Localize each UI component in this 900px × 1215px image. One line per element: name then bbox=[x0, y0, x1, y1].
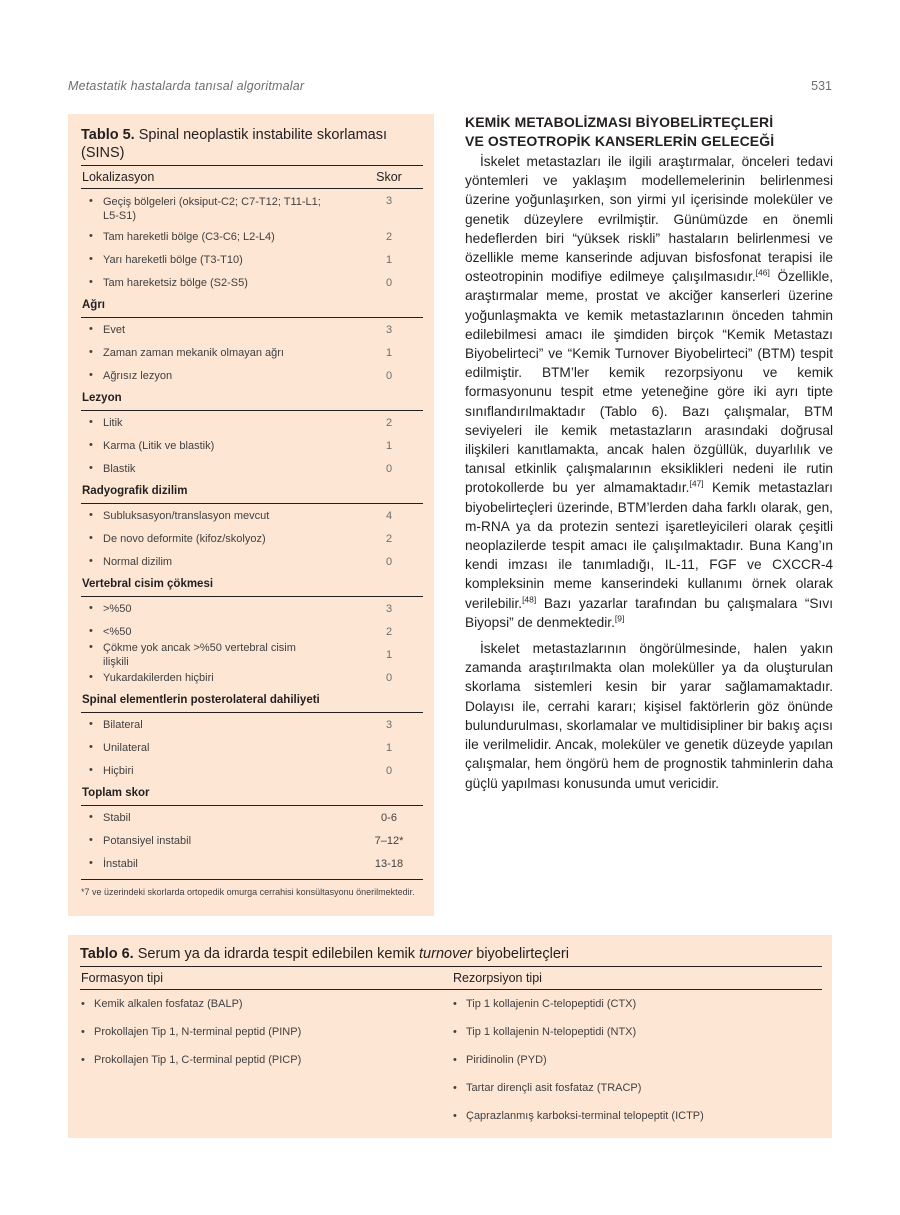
table-row bbox=[81, 504, 423, 527]
row-score: 1 bbox=[385, 648, 393, 661]
table-row bbox=[81, 341, 423, 364]
resorption-item bbox=[452, 1046, 704, 1074]
bullet-icon: • bbox=[89, 415, 93, 428]
table-row bbox=[81, 713, 423, 736]
table-row bbox=[81, 640, 423, 668]
bullet-icon: • bbox=[89, 601, 93, 614]
resorption-item bbox=[452, 1074, 704, 1102]
row-score: 3 bbox=[385, 718, 393, 731]
row-score: 13-18 bbox=[374, 857, 404, 870]
table-row bbox=[81, 736, 423, 759]
row-label bbox=[81, 462, 135, 476]
row-label bbox=[81, 671, 214, 685]
bullet-icon: • bbox=[89, 763, 93, 776]
bullet-icon: • bbox=[89, 508, 93, 521]
row-score: 2 bbox=[385, 416, 393, 429]
table-5-title: Spinal neoplastik instabilite skorlaması (SINS) bbox=[81, 127, 387, 161]
row-label-text: De novo deformite (kifoz/skolyoz) bbox=[103, 532, 266, 545]
row-score: 0 bbox=[385, 276, 393, 289]
row-label bbox=[81, 532, 266, 546]
bullet-icon: • bbox=[89, 624, 93, 637]
row-score: 1 bbox=[385, 253, 393, 266]
table-6-header-row bbox=[80, 966, 822, 990]
bullet-icon: • bbox=[453, 1026, 457, 1038]
row-label bbox=[81, 195, 323, 223]
formation-item-text: Kemik alkalen fosfataz (BALP) bbox=[94, 998, 243, 1010]
table-row bbox=[81, 411, 423, 434]
table-section-heading: Lezyon bbox=[81, 387, 423, 411]
row-score: 1 bbox=[385, 439, 393, 452]
row-score: 1 bbox=[385, 346, 393, 359]
formation-item bbox=[80, 1046, 452, 1074]
row-label-text: Yarı hareketli bölge (T3-T10) bbox=[103, 253, 243, 266]
citation-46[interactable]: [46] bbox=[755, 267, 770, 278]
row-label-text: Blastik bbox=[103, 462, 136, 475]
bullet-icon: • bbox=[81, 998, 85, 1010]
row-label bbox=[81, 641, 323, 669]
row-score: 0 bbox=[385, 555, 393, 568]
row-score: 3 bbox=[385, 323, 393, 336]
row-label bbox=[81, 741, 149, 755]
bullet-icon: • bbox=[89, 229, 93, 242]
row-score: 7–12* bbox=[374, 834, 404, 847]
row-score: 3 bbox=[385, 602, 393, 615]
resorption-item-text: Tartar dirençli asit fosfataz (TRACP) bbox=[466, 1082, 642, 1094]
table-row bbox=[81, 189, 423, 225]
table-5-body bbox=[81, 189, 423, 875]
bullet-icon: • bbox=[89, 640, 93, 653]
row-score: 0 bbox=[385, 764, 393, 777]
row-label bbox=[81, 811, 131, 825]
bullet-icon: • bbox=[453, 1110, 457, 1122]
bullet-icon: • bbox=[89, 740, 93, 753]
bullet-icon: • bbox=[453, 1082, 457, 1094]
page-number: 531 bbox=[811, 79, 832, 93]
paragraph-1-text-a: İskelet metastazları ile ilgili araştırmalar, önceleri tedavi yöntemleri ve yaklaşım modellemelerinin belirlenmesi üzerine yoğunlaşırken, son yirmi yıl içerisinde moleküler ve genetik düzeylere evrilmiştir. Günümüzde en önemli hedeflerden biri “yüksek riskli” hastaların belirlenmesi ve özellikle meme kanserinde adjuvan bisfosfonat terapisi ile osteotropinin modifiye edilmeye çalışılmasıdır. bbox=[465, 154, 833, 285]
article-body bbox=[465, 152, 833, 800]
row-label bbox=[81, 555, 172, 569]
bullet-icon: • bbox=[89, 322, 93, 335]
bullet-icon: • bbox=[81, 1054, 85, 1066]
row-label-text: Normal dizilim bbox=[103, 555, 173, 568]
row-score: 4 bbox=[385, 509, 393, 522]
table-5-footnote: *7 ve üzerindeki skorlarda ortopedik omurga cerrahisi konsültasyonu önerilmektedir. bbox=[81, 879, 423, 898]
table-5-caption bbox=[81, 126, 423, 162]
row-label-text: Subluksasyon/translasyon mevcut bbox=[103, 509, 270, 522]
row-label-text: Unilateral bbox=[103, 741, 150, 754]
row-score: 0 bbox=[385, 369, 393, 382]
column-header-skor: Skor bbox=[376, 170, 402, 184]
row-score: 0-6 bbox=[381, 811, 397, 824]
column-header-lokalizasyon: Lokalizasyon bbox=[82, 170, 155, 184]
bullet-icon: • bbox=[89, 438, 93, 451]
table-row bbox=[81, 597, 423, 620]
table-row bbox=[81, 318, 423, 341]
row-label bbox=[81, 276, 248, 290]
table-row bbox=[81, 666, 423, 689]
row-label bbox=[81, 834, 191, 848]
column-header-formasyon: Formasyon tipi bbox=[81, 971, 163, 985]
table-row bbox=[81, 434, 423, 457]
row-score: 2 bbox=[385, 625, 393, 638]
bullet-icon: • bbox=[453, 998, 457, 1010]
paragraph-2: İskelet metastazlarının öngörülmesinde, halen yakın zamanda araştırılmakta olan moleküller ya da oluşturulan skorlama sistemleri kesin bir yarar sağlamamaktadır. Dolayısı ile, cerrahi kararı; kişisel faktörlerin göz önünde bulundurulması, skorlamalar ve multidisipliner bir bakış açısı ile verilmelidir. Ancak, moleküler ve genetik düzeyde yapılan çalışmalar, hem öngörü hem de prognostik tahminlerin daha güçlü yapılması konusunda umut vericidir. bbox=[465, 641, 833, 791]
bullet-icon: • bbox=[89, 195, 93, 207]
bullet-icon: • bbox=[89, 252, 93, 265]
row-label bbox=[81, 253, 243, 267]
row-label-text: Litik bbox=[103, 416, 123, 429]
paragraph-1-text-b: Özellikle, araştırmalar meme, prostat ve akciğer kanserleri üzerine yoğunlaşmakta ve kemik metastazlarının önceden tahmin edilebilmesi amacı ile şimdiden birçok “Kemik Metastazı Biyobelirteci” ve “Kemik Turnover Biyobelirteci” (BTM) tespit edilmiştir. BTM’ler kemik rezorpsiyonu ve kemik formasyonunu tespit etme yeteneğine göre iki ayrı tipte sınıflandırılmaktadır (Tablo 6). Bazı çalışmalar, BTM seviyeleri ile kemik metastazların arasındaki doğrusal ilişkileri kanıtlamakta, ancak halen özgüllük, duyarlılık ve tanısal etkinlik çalışmalarının eksiklikleri nedeni ile rutin protokollerde bu yer almamaktadır. bbox=[465, 269, 834, 496]
formation-item bbox=[80, 1018, 452, 1046]
resorption-item-text: Tip 1 kollajenin C-telopeptidi (CTX) bbox=[466, 998, 637, 1010]
bullet-icon: • bbox=[89, 345, 93, 358]
table-row bbox=[81, 852, 423, 875]
table-6 bbox=[68, 935, 832, 1138]
row-label bbox=[81, 718, 143, 732]
table-row bbox=[81, 527, 423, 550]
formation-item-text: Prokollajen Tip 1, N-terminal peptid (PINP) bbox=[94, 1026, 302, 1038]
table-row bbox=[81, 806, 423, 829]
bullet-icon: • bbox=[89, 810, 93, 823]
row-score: 3 bbox=[385, 195, 393, 207]
bullet-icon: • bbox=[81, 1026, 85, 1038]
bullet-icon: • bbox=[453, 1054, 457, 1066]
bullet-icon: • bbox=[89, 554, 93, 567]
row-label-text: Karma (Litik ve blastik) bbox=[103, 439, 215, 452]
row-label-text: Bilateral bbox=[103, 718, 143, 731]
table-row bbox=[81, 457, 423, 480]
row-score: 1 bbox=[385, 741, 393, 754]
table-6-title-end: biyobelirteçleri bbox=[472, 946, 569, 962]
row-label bbox=[81, 346, 284, 360]
section-heading-line-2: VE OSTEOTROPİK KANSERLERİN GELECEĞİ bbox=[465, 133, 775, 149]
table-5-header-row bbox=[81, 165, 423, 189]
table-6-body bbox=[80, 990, 822, 1130]
row-label bbox=[81, 857, 138, 871]
citation-9[interactable]: [9] bbox=[614, 613, 625, 624]
row-label bbox=[81, 323, 125, 337]
table-6-title-start: Serum ya da idrarda tespit edilebilen kemik bbox=[137, 946, 420, 962]
row-label-text: Potansiyel instabil bbox=[103, 834, 192, 847]
bullet-icon: • bbox=[89, 833, 93, 846]
table-row bbox=[81, 248, 423, 271]
table-5-label: Tablo 5. bbox=[81, 127, 135, 143]
formation-item bbox=[80, 990, 452, 1018]
row-label-text: İnstabil bbox=[103, 857, 138, 870]
table-section-heading: Toplam skor bbox=[81, 782, 423, 806]
row-label bbox=[81, 416, 123, 430]
bullet-icon: • bbox=[89, 670, 93, 683]
row-label bbox=[81, 625, 131, 639]
row-label bbox=[81, 369, 172, 383]
paragraph-1 bbox=[465, 152, 833, 632]
resorption-item-text: Çaprazlanmış karboksi-terminal telopeptit (ICTP) bbox=[466, 1110, 704, 1122]
table-row bbox=[81, 829, 423, 852]
row-label-text: Hiçbiri bbox=[103, 764, 134, 777]
formation-item-text: Prokollajen Tip 1, C-terminal peptid (PICP) bbox=[94, 1054, 302, 1066]
resorption-item bbox=[452, 1102, 704, 1130]
bullet-icon: • bbox=[89, 461, 93, 474]
table-6-title-italic: turnover bbox=[419, 946, 473, 962]
table-row bbox=[81, 550, 423, 573]
column-header-rezorpsiyon: Rezorpsiyon tipi bbox=[453, 971, 542, 985]
row-label-text: >%50 bbox=[103, 602, 132, 615]
row-label-text: Yukardakilerden hiçbiri bbox=[103, 671, 214, 684]
row-score: 2 bbox=[385, 532, 393, 545]
table-section-heading: Radyografik dizilim bbox=[81, 480, 423, 504]
section-heading-line-1: KEMİK METABOLİZMASI BİYOBELİRTEÇLERİ bbox=[465, 114, 774, 130]
running-title: Metastatik hastalarda tanısal algoritmalar bbox=[68, 79, 305, 93]
bullet-icon: • bbox=[89, 368, 93, 381]
paragraph-1-text-d: Bazı yazarlar tarafından bu çalışmalara “Sıvı Biyopsi” de denmektedir. bbox=[465, 595, 833, 630]
row-label-text: Tam hareketsiz bölge (S2-S5) bbox=[103, 276, 248, 289]
bullet-icon: • bbox=[89, 531, 93, 544]
table-6-label: Tablo 6. bbox=[80, 946, 134, 962]
table-6-caption bbox=[80, 945, 822, 963]
row-label-text: <%50 bbox=[103, 625, 132, 638]
resorption-item bbox=[452, 1018, 704, 1046]
table-section-heading: Vertebral cisim çökmesi bbox=[81, 573, 423, 597]
resorption-list bbox=[452, 990, 704, 1130]
row-label bbox=[81, 439, 214, 453]
row-label bbox=[81, 764, 134, 778]
row-label-text: Tam hareketli bölge (C3-C6; L2-L4) bbox=[103, 230, 275, 243]
row-label-text: Çökme yok ancak >%50 vertebral cisim ilişkili bbox=[103, 641, 296, 668]
citation-48[interactable]: [48] bbox=[522, 594, 537, 605]
section-heading bbox=[465, 113, 835, 151]
table-section-heading: Spinal elementlerin posterolateral dahiliyeti bbox=[81, 689, 423, 713]
resorption-item-text: Piridinolin (PYD) bbox=[466, 1054, 547, 1066]
table-5 bbox=[68, 114, 434, 916]
bullet-icon: • bbox=[89, 856, 93, 869]
row-score: 2 bbox=[385, 230, 393, 243]
paragraph-1-text-c: Kemik metastazları biyobelirteçleri üzerinde, BTM’lerden daha farklı olarak, gen, m-RNA ya da protezin sentezi işaretleyicileri olarak çeşitli neoplazilerde tespit amacı ile çalışılmaktadır. Buna Kang’ın kendi imzası ile tanımladığı, IL-11, FGF ve CXCCR-4 kompleksinin meme kanserindeki kullanımı örnek olarak verilebilir. bbox=[465, 480, 833, 611]
row-label-text: Stabil bbox=[103, 811, 131, 824]
formation-list bbox=[80, 990, 452, 1130]
resorption-item-text: Tip 1 kollajenin N-telopeptidi (NTX) bbox=[466, 1026, 637, 1038]
table-section-heading: Ağrı bbox=[81, 294, 423, 318]
row-label-text: Evet bbox=[103, 323, 126, 336]
row-label-text: Ağrısız lezyon bbox=[103, 369, 173, 382]
table-row bbox=[81, 364, 423, 387]
table-row bbox=[81, 759, 423, 782]
row-label bbox=[81, 230, 275, 244]
row-label-text: Geçiş bölgeleri (oksiput-C2; C7-T12; T11-L1; L5-S1) bbox=[103, 196, 321, 222]
table-row bbox=[81, 271, 423, 294]
row-label bbox=[81, 602, 131, 616]
table-row bbox=[81, 225, 423, 248]
row-score: 0 bbox=[385, 462, 393, 475]
citation-47[interactable]: [47] bbox=[689, 478, 704, 489]
row-label bbox=[81, 509, 269, 523]
resorption-item bbox=[452, 990, 704, 1018]
row-score: 0 bbox=[385, 671, 393, 684]
row-label-text: Zaman zaman mekanik olmayan ağrı bbox=[103, 346, 284, 359]
bullet-icon: • bbox=[89, 717, 93, 730]
bullet-icon: • bbox=[89, 275, 93, 288]
